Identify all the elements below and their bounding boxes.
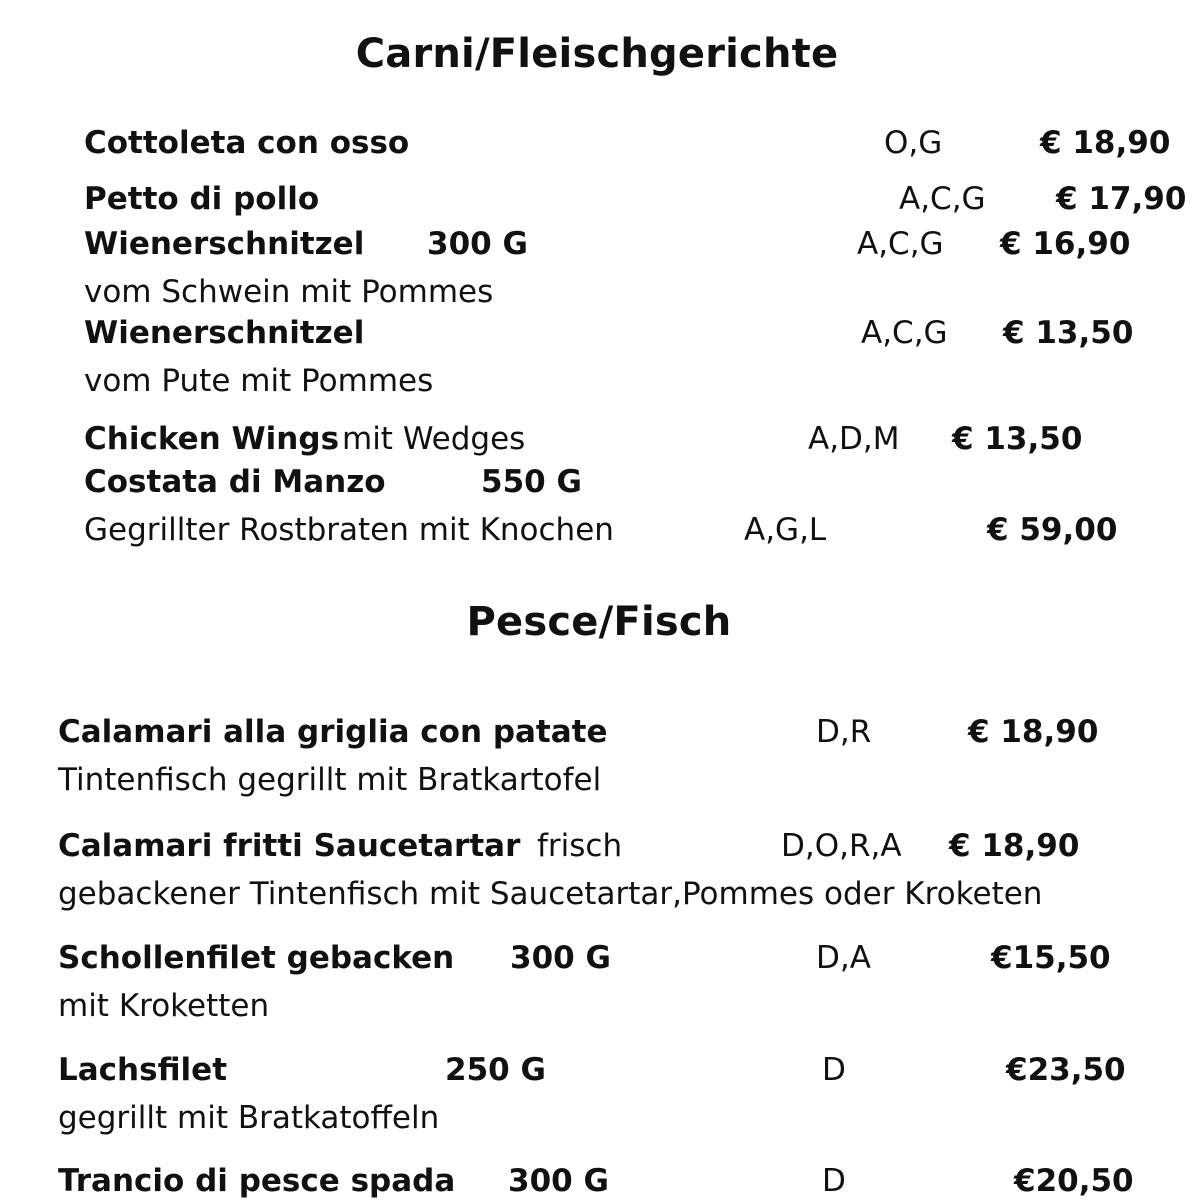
dish-price: € 17,90 [1056,181,1187,217]
dish-price: € 18,90 [968,714,1099,750]
dish-allergens: O,G [884,125,943,161]
dish-name: Calamari alla griglia con patate [58,714,608,750]
dish-price: € 16,90 [1000,226,1131,262]
dish-allergens: A,G,L [744,512,827,548]
dish-allergens: D [822,1052,846,1088]
dish-description: vom Pute mit Pommes [84,363,434,399]
dish-name: Lachsfilet [58,1052,228,1088]
dish-allergens: A,C,G [899,181,986,217]
dish-allergens: A,C,G [857,226,944,262]
dish-name: Schollenfilet gebacken [58,940,455,976]
dish-allergens: A,C,G [861,315,948,351]
section-title-meat: Carni/Fleischgerichte [355,31,839,77]
dish-price: €15,50 [991,940,1111,976]
dish-description: gebackener Tintenfisch mit Saucetartar,Pommes oder Kroketen [58,876,1043,912]
dish-weight: 300 G [427,226,528,262]
dish-allergens: D,R [816,714,872,750]
dish-weight: 300 G [510,940,611,976]
dish-name: Wienerschnitzel [84,226,365,262]
dish-price: €20,50 [1014,1163,1134,1199]
dish-name: Costata di Manzo [84,464,386,500]
dish-price: € 13,50 [1003,315,1134,351]
dish-description: Tintenfisch gegrillt mit Bratkartofel [58,762,602,798]
dish-weight: 250 G [445,1052,546,1088]
dish-name: Petto di pollo [84,181,320,217]
dish-weight: 300 G [508,1163,609,1199]
dish-price: €23,50 [1006,1052,1126,1088]
dish-allergens: A,D,M [808,421,900,457]
dish-price: € 18,90 [949,828,1080,864]
dish-name-suffix: mit Wedges [342,421,526,457]
dish-price: € 18,90 [1040,125,1171,161]
dish-name: Calamari fritti Saucetartar [58,828,521,864]
dish-allergens: D [822,1163,846,1199]
dish-note: frisch [537,828,623,864]
dish-name: Trancio di pesce spada [58,1163,456,1199]
dish-allergens: D,A [816,940,871,976]
dish-price: € 59,00 [987,512,1118,548]
dish-name: Cottoleta con osso [84,125,410,161]
dish-allergens: D,O,R,A [781,828,902,864]
dish-weight: 550 G [481,464,582,500]
dish-name: Wienerschnitzel [84,315,365,351]
dish-description: gegrillt mit Bratkatoffeln [58,1100,440,1136]
dish-description: Gegrillter Rostbraten mit Knochen [84,512,614,548]
section-title-fish: Pesce/Fisch [466,599,732,645]
dish-price: € 13,50 [952,421,1083,457]
dish-name: Chicken Wings [84,421,340,457]
dish-description: vom Schwein mit Pommes [84,274,494,310]
dish-description: mit Kroketten [58,988,270,1024]
